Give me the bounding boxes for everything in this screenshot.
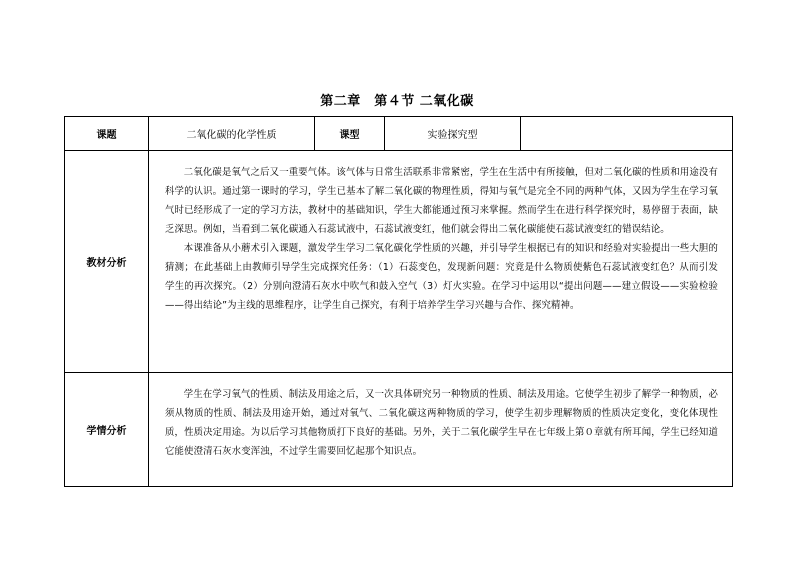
empty-cell bbox=[521, 117, 733, 151]
page-title: 第二章 第４节 二氧化碳 bbox=[320, 94, 474, 109]
textbook-analysis-label: 教材分析 bbox=[65, 151, 149, 373]
textbook-analysis-row bbox=[65, 151, 733, 373]
learner-analysis-label: 学情分析 bbox=[65, 373, 149, 487]
topic-label: 课题 bbox=[65, 117, 149, 151]
textbook-paragraph: 二氧化碳是氧气之后又一重要气体。该气体与日常生活联系非常紧密，学生在生活中有所接触，但对二氧化碳的性质和用途没有科学的认识。通过第一课时的学习，学生已基本了解二氧化碳的物理性质，得知与氧气是完全不同的两种气体，又因为学生在学习氧气时已经形成了一定的学习方法，教材中的基础知识，学生大都能通过预习来掌握。然而学生在进行科学探究时，易停留于表面，缺乏深思。例如，当看到二氧化碳通入石蕊试液中，石蕊试液变红，他们就会得出二氧化碳能使石蕊试液变红的错误结论。 bbox=[165, 167, 718, 235]
topic-value: 二氧化碳的化学性质 bbox=[149, 117, 315, 151]
type-value: 实验探究型 bbox=[385, 117, 521, 151]
learner-analysis-row bbox=[65, 373, 733, 487]
lesson-plan-table bbox=[64, 116, 733, 487]
type-label: 课型 bbox=[315, 117, 385, 151]
textbook-analysis-content bbox=[149, 151, 733, 373]
textbook-paragraph: 本课准备从小蘑术引入课题，激发学生学习二氧化碳化学性质的兴趣，并引导学生根据已有的知识和经验对实验提出一些大胆的猜测；在此基础上由教师引导学生完成探究任务：（1）石蕊变色，发现新问题：究竟是什么物质使紫色石蕊试液变红色？从而引发学生的再次探究。（2）分别向澄清石灰水中吹气和鼓入空气（3）灯火实验。在学习中运用以“提出问题——建立假设——实验检验——得出结论”为主线的思维程序，让学生自己探究，有利于培养学生学习兴趣与合作、探究精神。 bbox=[165, 243, 718, 311]
header-row bbox=[65, 117, 733, 151]
learner-paragraph: 学生在学习氧气的性质、制法及用途之后，又一次具体研究另一种物质的性质、制法及用途。它使学生初步了解学一种物质，必须从物质的性质、制法及用途开始，通过对氧气、二氧化碳这两种物质的学习，使学生初步理解物质的性质决定变化，变化体现性质，性质决定用途。为以后学习其他物质打下良好的基础。另外，关于二氧化碳学生早在七年级上第０章就有所耳闻，学生已经知道它能使澄清石灰水变浑浊，不过学生需要回忆起那个知识点。 bbox=[165, 389, 718, 457]
learner-analysis-content bbox=[149, 373, 733, 487]
